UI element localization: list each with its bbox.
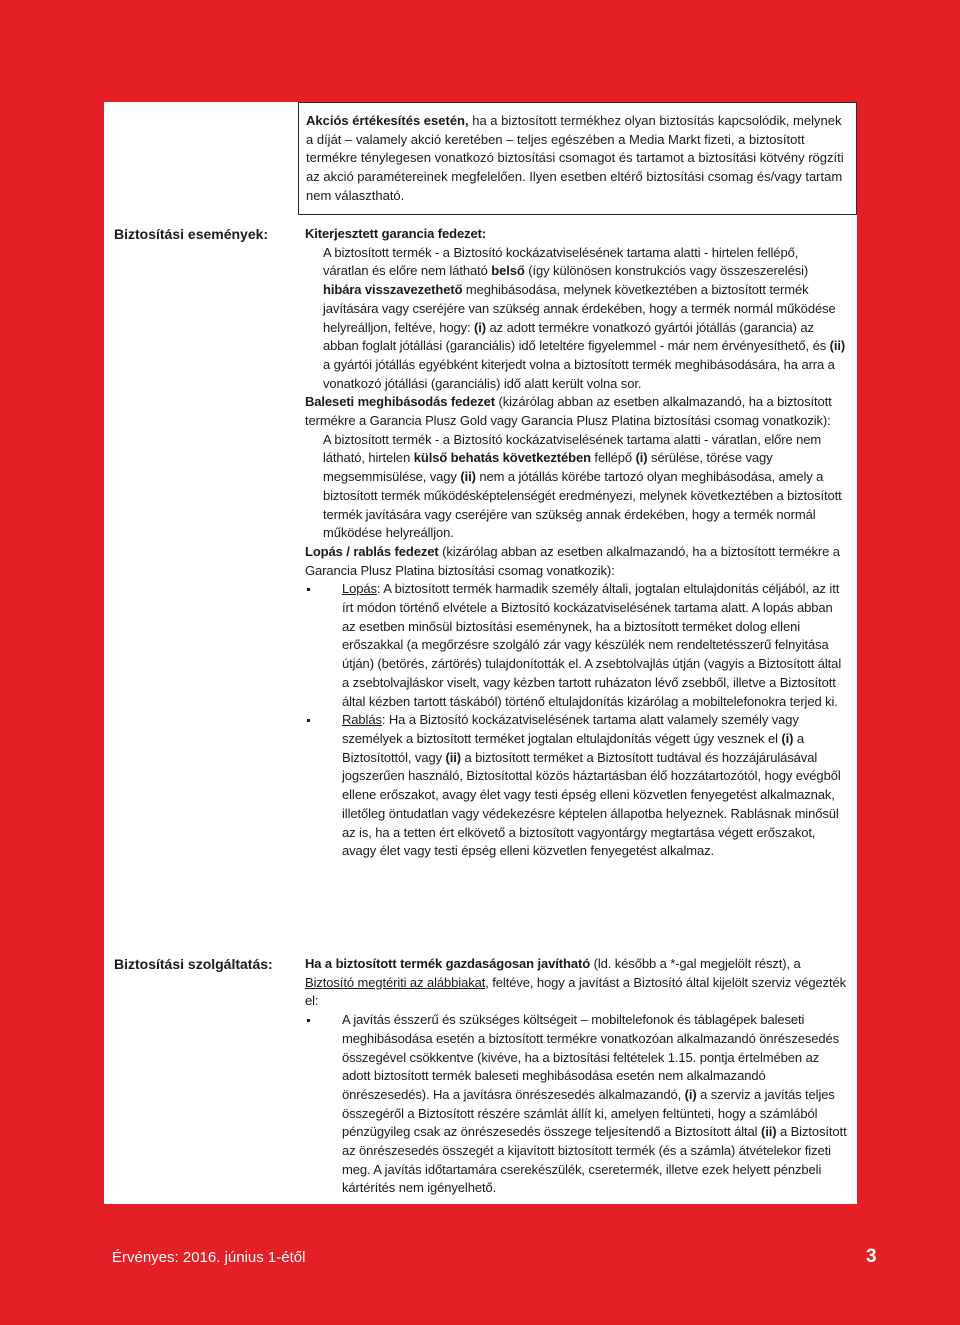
promo-note: Akciós értékesítés esetén, ha a biztosított termékhez olyan biztosítás kapcsolódik, melynek a díját – valamely akció keretében – teljes egészében a Media Markt fizeti, a biztosított termékre ténylegesen vonatkozó biztosítási csomagot és tartamot a biztosítási kötvény rögzíti az akció paramétereinek megfelelően. Ilyen esetben eltérő biztosítási csomag és/vagy tartam nem választható. — [306, 113, 844, 203]
service-label: Biztosítási szolgáltatás: — [114, 956, 273, 972]
service-bullet: A javítás ésszerű és szükséges költségeit – mobiltelefonok és táblagépek baleseti meghibásodása esetén a biztosított termékre vonatkozóan alkalmazandó önrészesedés összegével csökkentve (kivéve, ha a biztosítási feltételek 1.15. pontja értelmében az adott biztosított termék baleseti meghibásodása esetén nem alkalmazandó önrészesedés). Ha a javításra önrészesedés alkalmazandó, (i) a szerviz a javítás teljes összegéről a Biztosított részére számlát állít ki, amelyen feltünteti, hogy a számlából pénzügyileg csak az önrészesedés összege teljesítendő a Biztosított által (ii) a Biztosított az önrészesedés összegét a kijavított biztosított termék (és a számla) átvételekor fizeti meg. A javítás időtartamára cserekészülék, cseretermék, illetve ezek helyett pénzbeli kártérítés nem igényelhető. — [305, 1011, 847, 1198]
extended-warranty-heading: Kiterjesztett garancia fedezet: — [305, 226, 487, 241]
extended-warranty-text: A biztosított termék - a Biztosító kockázatviselésének tartama alatti - hirtelen fellépő, váratlan és előre nem látható belső (így különösen konstrukciós vagy összeszerelési) hibára visszavezethető meghibásodása, melynek következtében a biztosított termék javítására vagy cseréjére van szükség annak érdekében, hogy a termék normál működése helyreálljon, feltéve, hogy: (i) az adott termékre vonatkozó gyártói jótállás (garancia) az abban foglalt jótállási (garanciális) idő leteltére figyelemmel - már nem érvényesíthető, és (ii) a gyártói jótállás egyébként kiterjedt volna a biztosított termék meghibásodására, ha arra a vonatkozó jótállási (garanciális) idő alatt került volna sor. — [323, 244, 846, 391]
theft-bullet: Lopás: A biztosított termék harmadik személy általi, jogtalan eltulajdonítás céljából, az itt írt módon történő elvétele a Biztosító kockázatviselésének tartama alatt. A lopás abban az esetben minősül biztosítási eseménynek, ha a biztosított terméket dolog elleni erőszakkal (a megőrzésre szolgáló zár vagy készülék nem rendeltetésszerű felnyitása útján) (betörés, zártörés) tulajdonították el. A zsebtolvajlás útján (vagyis a Biztosított által a zsebtolvajláskor viselt, vagy kézben tartott ruházaton lévő zsebből, illetve a Biztosított által kézben tartott táskából) történő eltulajdonítás kizárólag a mobiltelefonokra terjed ki. — [305, 580, 847, 711]
events-content — [305, 225, 847, 861]
promo-note-box — [298, 102, 857, 215]
events-label: Biztosítási események: — [114, 226, 269, 242]
validity-date: Érvényes: 2016. június 1-étől — [112, 1249, 306, 1266]
theft-intro: Lopás / rablás fedezet (kizárólag abban az esetben alkalmazandó, ha a biztosított termékre a Garancia Plusz Platina biztosítási csomag vonatkozik): — [305, 543, 840, 578]
page-number: 3 — [866, 1246, 877, 1267]
accident-text: A biztosított termék - a Biztosító kockázatviselésének tartama alatti - váratlan, előre nem látható, hirtelen külső behatás következtében fellépő (i) sérülése, törése vagy megsemmisülése, vagy (ii) nem a jótállás körébe tartozó olyan meghibásodása, amely a biztosított termék működésképtelenségét eredményezi, melynek következtében a biztosított termék javítására vagy cseréjére van szükség annak érdekében, hogy a termék normál működése helyreálljon. — [323, 431, 842, 541]
accident-intro: Baleseti meghibásodás fedezet (kizárólag abban az esetben alkalmazandó, ha a biztosított termékre a Garancia Plusz Gold vagy Garancia Plusz Platina biztosítási csomag vonatkozik): — [305, 394, 832, 429]
service-intro: Ha a biztosított termék gazdaságosan javítható (ld. később a *-gal megjelölt részt), a Biztosító megtériti az alábbiakat, feltéve, hogy a javítást a Biztosító által kijelölt szerviz végezték el: — [305, 956, 847, 1009]
page-sheet — [104, 102, 857, 1204]
service-content — [305, 955, 847, 1198]
robbery-bullet: Rablás: Ha a Biztosító kockázatviselésének tartama alatt valamely személy vagy személyek a biztosított terméket jogtalan eltulajdonítás végett úgy vesznek el (i) a Biztosítottól, vagy (ii) a biztosított terméket a Biztosított tudtával és hozzájárulásával jogszerűen használó, Biztosítottal közös háztartásban élő hozzátartozótól, hogy evégből ellene erőszakot, avagy élet vagy testi épség elleni közvetlen fenyegetést alkalmaznak, illetőleg öntudatlan vagy védekezésre képtelen állapotba helyeznek. Rablásnak minősül az is, ha a tetten ért elkövető a biztosított vagyontárgy megtartása végett erőszakot, avagy élet vagy testi épség elleni közvetlen fenyegetést alkalmaz. — [305, 711, 847, 861]
